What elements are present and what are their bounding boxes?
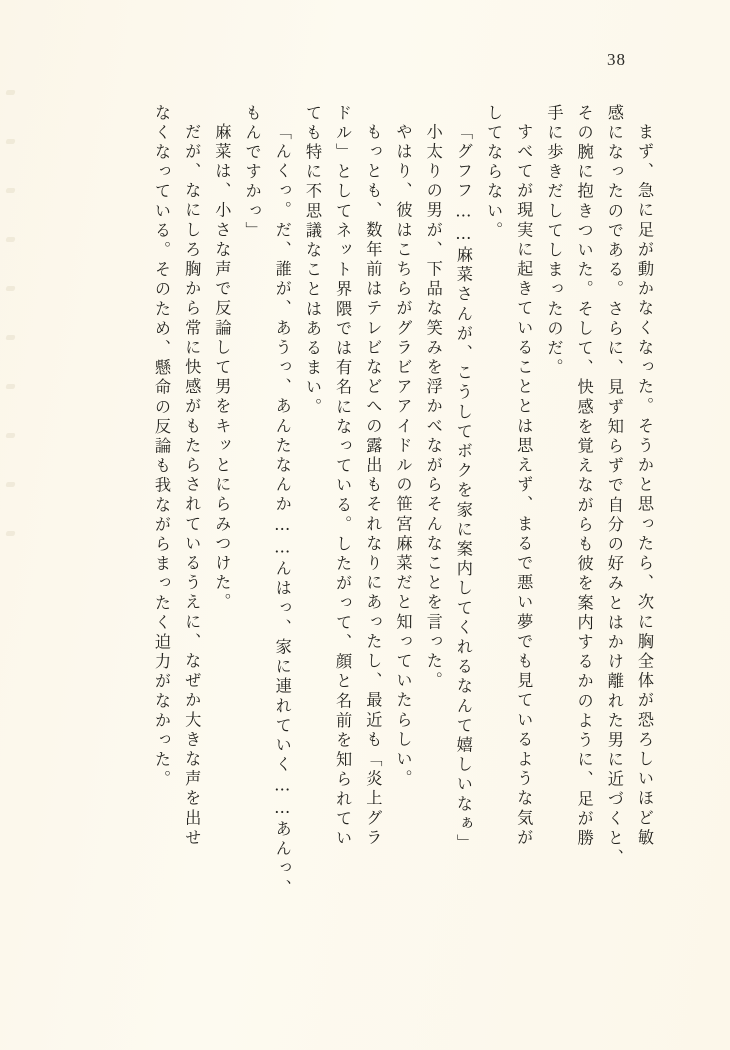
page-number: 38 bbox=[607, 50, 626, 69]
text-line: 小太りの男が、下品な笑みを浮かべながらそんなことを言った。 bbox=[423, 123, 443, 692]
text-line: してならない。 bbox=[484, 104, 504, 242]
vertical-text-block bbox=[74, 104, 652, 976]
text-line: すべてが現実に起きていることとは思えず、まるで悪い夢でも見ているような気が bbox=[514, 123, 534, 849]
text-line: 手に歩きだしてしまったのだ。 bbox=[544, 104, 564, 379]
text-line: 「んくっ。だ、誰が、あうっ、あんたなんか……んはっ、家に連れていく……あんっ、 bbox=[272, 123, 292, 899]
text-line: ドル」としてネット界隈では有名になっている。したがって、顔と名前を知られてい bbox=[333, 104, 353, 849]
text-line: 麻菜は、小さな声で反論して男をキッとにらみつけた。 bbox=[212, 123, 232, 613]
text-line: もっとも、数年前はテレビなどへの露出もそれなりにあったし、最近も「炎上グラ bbox=[363, 123, 383, 849]
text-line: やはり、彼はこちらがグラビアアイドルの笹宮麻菜だと知っていたらしい。 bbox=[393, 123, 413, 790]
text-line: その腕に抱きついた。そして、快感を覚えながらも彼を案内するかのように、足が勝 bbox=[574, 104, 594, 849]
text-line: まず、急に足が動かなくなった。そうかと思ったら、次に胸全体が恐ろしいほど敏 bbox=[635, 123, 654, 849]
text-line: ても特に不思議なことはあるまい。 bbox=[302, 104, 322, 418]
text-line: なくなっている。そのため、懸命の反論も我ながらまったく迫力がなかった。 bbox=[152, 104, 171, 790]
text-line: 感になったのである。さらに、見ず知らずで自分の好みとはかけ離れた男に近づくと、 bbox=[604, 104, 624, 869]
text-line: もんですかっ」 bbox=[242, 104, 262, 242]
text-line: 「グフフ……麻菜さんが、こうしてボクを家に案内してくれるなんて嬉しいなぁ」 bbox=[453, 123, 473, 854]
text-line: だが、なにしろ胸から常に快感がもたらされているうえに、なぜか大きな声を出せ bbox=[182, 123, 202, 849]
